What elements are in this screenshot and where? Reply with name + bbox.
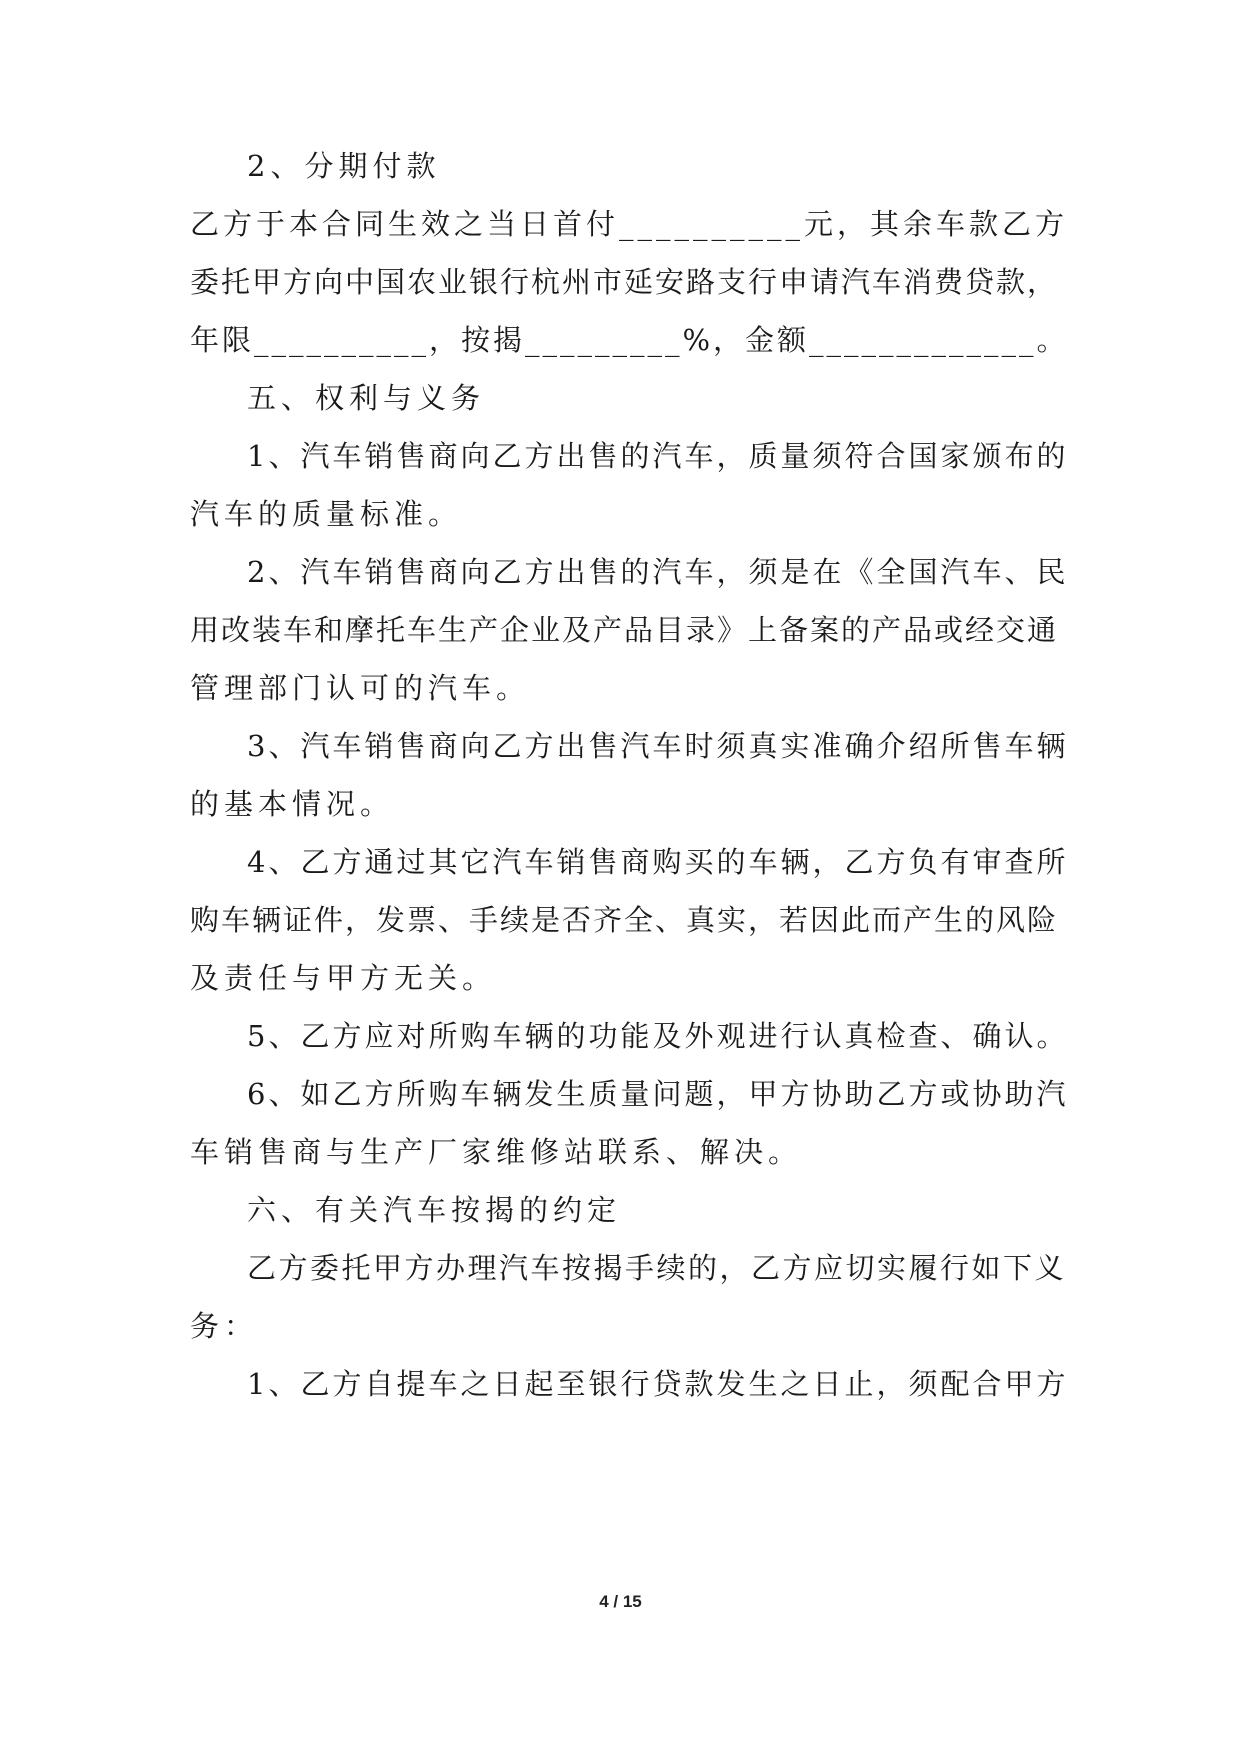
text-line: 2、汽车销售商向乙方出售的汽车，须是在《全国汽车、民 <box>247 555 1069 589</box>
text-line: 2、分期付款 <box>247 149 441 183</box>
section-heading: 五、权利与义务 <box>247 381 486 415</box>
text-line: 及责任与甲方无关。 <box>190 961 497 995</box>
text-line: 购车辆证件，发票、手续是否齐全、真实，若因此而产生的风险 <box>190 903 1059 937</box>
text-line: 5、乙方应对所购车辆的功能及外观进行认真检查、确认。 <box>247 1019 1069 1053</box>
text-line: 管理部门认可的汽车。 <box>190 671 531 705</box>
text-line: 汽车的质量标准。 <box>190 497 463 531</box>
text-line: 车销售商与生产厂家维修站联系、解决。 <box>190 1135 803 1169</box>
section-heading: 六、有关汽车按揭的约定 <box>247 1193 622 1227</box>
page-number: 4 / 15 <box>599 1592 642 1611</box>
text-line: 6、如乙方所购车辆发生质量问题，甲方协助乙方或协助汽 <box>247 1077 1069 1111</box>
text-line: 1、汽车销售商向乙方出售的汽车，质量须符合国家颁布的 <box>247 439 1069 473</box>
text-line: 年限__________，按揭_________%，金额_____________。 <box>190 323 1069 357</box>
text-line: 1、乙方自提车之日起至银行贷款发生之日止，须配合甲方 <box>247 1367 1069 1401</box>
text-line: 用改装车和摩托车生产企业及产品目录》上备案的产品或经交通 <box>190 613 1059 647</box>
text-line: 3、汽车销售商向乙方出售汽车时须真实准确介绍所售车辆 <box>247 729 1069 763</box>
text-line: 委托甲方向中国农业银行杭州市延安路支行申请汽车消费贷款， <box>190 265 1059 299</box>
text-line: 务： <box>190 1309 259 1343</box>
text-line: 4、乙方通过其它汽车销售商购买的车辆，乙方负有审查所 <box>247 845 1069 879</box>
text-line: 乙方于本合同生效之当日首付__________元，其余车款乙方 <box>190 207 1069 241</box>
text-line: 的基本情况。 <box>190 787 395 821</box>
text-line: 乙方委托甲方办理汽车按揭手续的，乙方应切实履行如下义 <box>247 1251 1067 1285</box>
